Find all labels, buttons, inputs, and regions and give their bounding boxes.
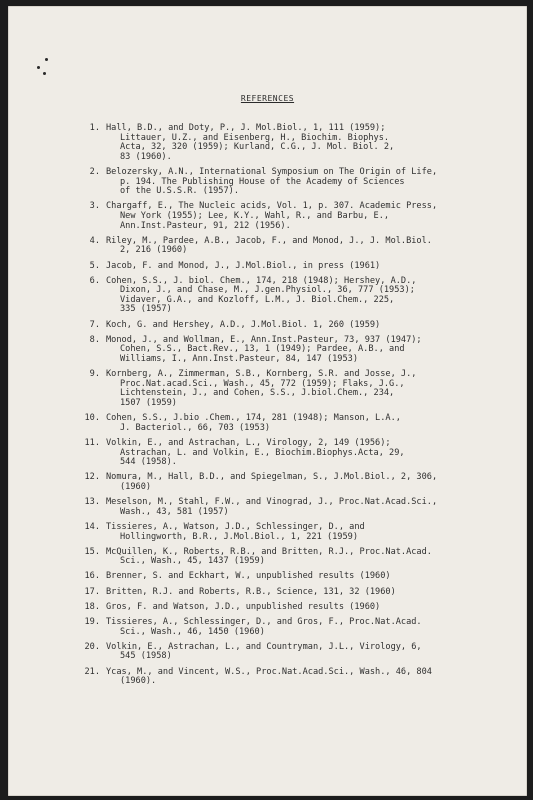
reference-line: Astrachan, L. and Volkin, E., Biochim.Biophys.Acta, 29, bbox=[120, 447, 405, 458]
reference-line: 545 (1958) bbox=[120, 651, 172, 662]
reference-item bbox=[80, 202, 500, 231]
reference-item bbox=[80, 618, 500, 637]
reference-line: Dixon, J., and Chase, M., J.gen.Physiol., 36, 777 (1953); bbox=[120, 285, 415, 296]
reference-text bbox=[106, 643, 500, 662]
reference-number: 1. bbox=[89, 123, 100, 133]
reference-number: 20. bbox=[84, 641, 100, 652]
reference-line: Acta, 32, 320 (1959); Kurland, C.G., J. Mol. Biol. 2, bbox=[120, 142, 395, 153]
reference-text bbox=[106, 237, 500, 256]
reference-number: 12. bbox=[84, 472, 100, 483]
reference-item bbox=[80, 439, 500, 468]
reference-line: Volkin, E., and Astrachan, L., Virology, 2, 149 (1956); bbox=[106, 437, 391, 448]
reference-line: Wash., 43, 581 (1957) bbox=[120, 506, 229, 517]
document-page bbox=[8, 6, 527, 796]
reference-line: Chargaff, E., The Nucleic acids, Vol. 1, p. 307. Academic Press, bbox=[106, 201, 438, 212]
reference-number: 13. bbox=[84, 497, 100, 508]
reference-text bbox=[106, 124, 500, 162]
reference-item bbox=[80, 168, 500, 197]
reference-number: 14. bbox=[84, 521, 100, 532]
reference-line: Hollingworth, B.R., J.Mol.Biol., 1, 221 (1959) bbox=[120, 531, 358, 542]
reference-line: Cohen, S.S., Bact.Rev., 13, 1 (1949); Pardee, A.B., and bbox=[120, 344, 405, 355]
reference-item bbox=[80, 237, 500, 256]
punch-mark bbox=[37, 66, 40, 69]
reference-line: (1960) bbox=[120, 481, 152, 492]
reference-item bbox=[80, 277, 500, 315]
reference-text bbox=[106, 603, 500, 613]
reference-item bbox=[80, 548, 500, 567]
reference-number: 3. bbox=[89, 201, 100, 212]
reference-number: 17. bbox=[84, 586, 100, 597]
reference-text bbox=[106, 588, 500, 598]
reference-line: Ycas, M., and Vincent, W.S., Proc.Nat.Acad.Sci., Wash., 46, 804 bbox=[106, 666, 432, 677]
reference-text bbox=[106, 548, 500, 567]
reference-line: Kornberg, A., Zimmerman, S.B., Kornberg, S.R. and Josse, J., bbox=[106, 369, 417, 380]
reference-list bbox=[80, 124, 500, 692]
reference-item bbox=[80, 321, 500, 331]
reference-line: Jacob, F. and Monod, J., J.Mol.Biol., in press (1961) bbox=[106, 260, 381, 271]
reference-line: 335 (1957) bbox=[120, 304, 172, 315]
reference-line: Ann.Inst.Pasteur, 91, 212 (1956). bbox=[120, 220, 291, 231]
reference-number: 11. bbox=[84, 437, 100, 448]
reference-line: 2, 216 (1960) bbox=[120, 245, 188, 256]
reference-line: 544 (1958). bbox=[120, 457, 177, 468]
reference-line: Williams, I., Ann.Inst.Pasteur, 84, 147 (1953) bbox=[120, 354, 358, 365]
punch-mark bbox=[43, 72, 46, 75]
page-title: REFERENCES bbox=[240, 94, 295, 103]
reference-text bbox=[106, 668, 500, 687]
reference-number: 21. bbox=[84, 666, 100, 677]
reference-text bbox=[106, 336, 500, 365]
reference-text bbox=[106, 370, 500, 408]
reference-item bbox=[80, 668, 500, 687]
reference-number: 19. bbox=[84, 617, 100, 628]
reference-text bbox=[106, 572, 500, 582]
reference-line: Gros, F. and Watson, J.D., unpublished results (1960) bbox=[106, 601, 381, 612]
reference-line: p. 194. The Publishing House of the Academy of Sciences bbox=[120, 176, 405, 187]
reference-line: McQuillen, K., Roberts, R.B., and Britten, R.J., Proc.Nat.Acad. bbox=[106, 546, 432, 557]
reference-line: 1507 (1959) bbox=[120, 398, 177, 408]
reference-item bbox=[80, 473, 500, 492]
reference-number: 18. bbox=[84, 601, 100, 612]
reference-line: Sci., Wash., 46, 1450 (1960) bbox=[120, 626, 265, 637]
reference-line: Koch, G. and Hershey, A.D., J.Mol.Biol. 1, 260 (1959) bbox=[106, 319, 381, 330]
reference-line: Cohen, S.S., J. biol. Chem., 174, 218 (1948); Hershey, A.D., bbox=[106, 275, 417, 286]
reference-text bbox=[106, 321, 500, 331]
reference-line: Nomura, M., Hall, B.D., and Spiegelman, S., J.Mol.Biol., 2, 306, bbox=[106, 472, 438, 483]
reference-line: Monod, J., and Wollman, E., Ann.Inst.Pasteur, 73, 937 (1947); bbox=[106, 334, 422, 345]
reference-line: Belozersky, A.N., International Symposium on The Origin of Life, bbox=[106, 166, 438, 177]
reference-number: 16. bbox=[84, 571, 100, 582]
reference-item bbox=[80, 523, 500, 542]
reference-text bbox=[106, 618, 500, 637]
reference-number: 9. bbox=[89, 369, 100, 380]
reference-text bbox=[106, 439, 500, 468]
reference-item bbox=[80, 603, 500, 613]
reference-line: (1960). bbox=[120, 676, 157, 687]
reference-text bbox=[106, 473, 500, 492]
reference-text bbox=[106, 168, 500, 197]
reference-line: Meselson, M., Stahl, F.W., and Vinograd, J., Proc.Nat.Acad.Sci., bbox=[106, 497, 438, 508]
reference-number: 5. bbox=[89, 260, 100, 271]
reference-line: Proc.Nat.acad.Sci., Wash., 45, 772 (1959); Flaks, J.G., bbox=[120, 378, 405, 389]
reference-item bbox=[80, 124, 500, 162]
reference-line: Sci., Wash., 45, 1437 (1959) bbox=[120, 556, 265, 567]
reference-number: 6. bbox=[89, 275, 100, 286]
reference-line: Cohen, S.S., J.bio .Chem., 174, 281 (1948); Manson, L.A., bbox=[106, 413, 401, 424]
reference-item bbox=[80, 262, 500, 272]
reference-number: 15. bbox=[84, 546, 100, 557]
reference-item bbox=[80, 498, 500, 517]
reference-line: Hall, B.D., and Doty, P., J. Mol.Biol., 1, 111 (1959); bbox=[106, 123, 386, 133]
reference-number: 10. bbox=[84, 413, 100, 424]
reference-text bbox=[106, 277, 500, 315]
reference-line: Riley, M., Pardee, A.B., Jacob, F., and Monod, J., J. Mol.Biol. bbox=[106, 235, 432, 246]
reference-text bbox=[106, 262, 500, 272]
reference-item bbox=[80, 643, 500, 662]
reference-line: Tissieres, A., Schlessinger, D., and Gros, F., Proc.Nat.Acad. bbox=[106, 617, 422, 628]
reference-line: Vidaver, G.A., and Kozloff, L.M., J. Biol.Chem., 225, bbox=[120, 294, 395, 305]
reference-text bbox=[106, 523, 500, 542]
reference-text bbox=[106, 414, 500, 433]
reference-item bbox=[80, 414, 500, 433]
reference-number: 4. bbox=[89, 235, 100, 246]
reference-number: 7. bbox=[89, 319, 100, 330]
reference-number: 2. bbox=[89, 166, 100, 177]
reference-line: Lichtenstein, J., and Cohen, S.S., J.biol.Chem., 234, bbox=[120, 388, 395, 399]
reference-item bbox=[80, 336, 500, 365]
reference-line: Tissieres, A., Watson, J.D., Schlessinger, D., and bbox=[106, 521, 365, 532]
reference-text bbox=[106, 498, 500, 517]
reference-item bbox=[80, 588, 500, 598]
reference-item bbox=[80, 572, 500, 582]
reference-line: Britten, R.J. and Roberts, R.B., Science, 131, 32 (1960) bbox=[106, 586, 396, 597]
reference-item bbox=[80, 370, 500, 408]
reference-line: 83 (1960). bbox=[120, 151, 172, 162]
punch-mark bbox=[45, 58, 48, 61]
reference-number: 8. bbox=[89, 334, 100, 345]
reference-line: of the U.S.S.R. (1957). bbox=[120, 186, 239, 197]
reference-line: Brenner, S. and Eckhart, W., unpublished results (1960) bbox=[106, 571, 391, 582]
reference-line: New York (1955); Lee, K.Y., Wahl, R., and Barbu, E., bbox=[120, 210, 390, 221]
reference-line: Littauer, U.Z., and Eisenberg, H., Biochim. Biophys. bbox=[120, 132, 390, 143]
reference-line: J. Bacteriol., 66, 703 (1953) bbox=[120, 422, 271, 433]
reference-line: Volkin, E., Astrachan, L., and Countryman, J.L., Virology, 6, bbox=[106, 641, 422, 652]
reference-text bbox=[106, 202, 500, 231]
